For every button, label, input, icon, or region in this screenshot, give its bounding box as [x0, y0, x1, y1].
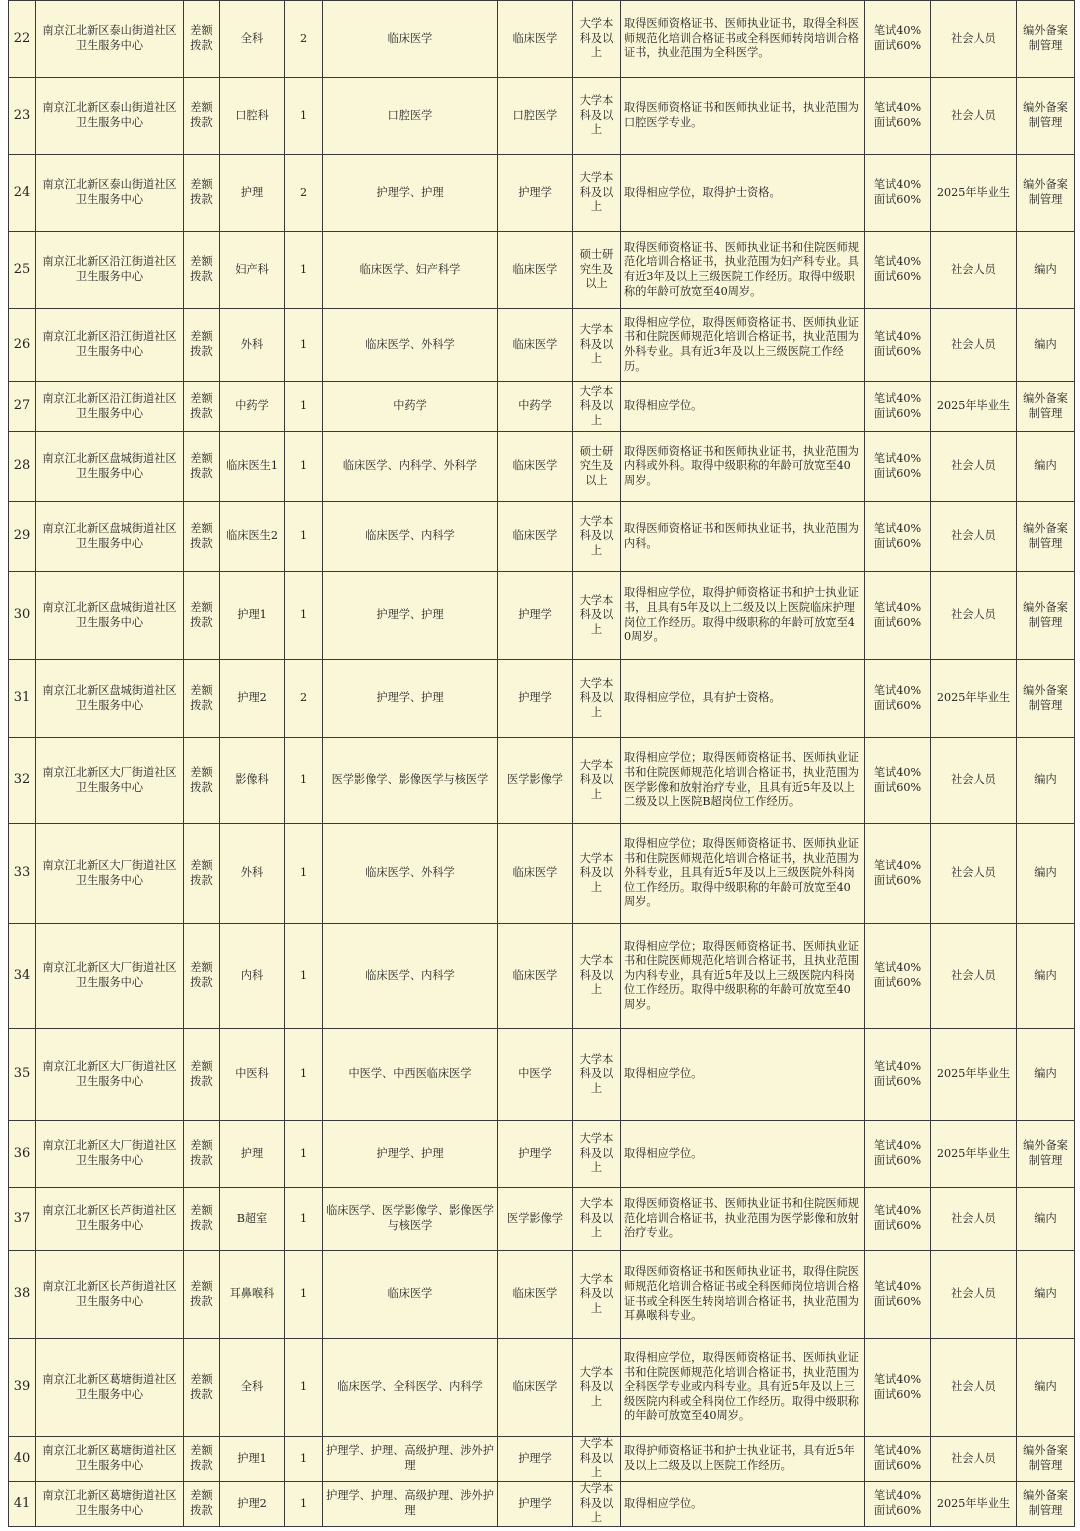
staffing-type: 编外备案制管理 [1017, 1, 1075, 78]
headcount: 1 [285, 572, 323, 660]
other-requirements: 取得相应学位，取得护士资格。 [621, 155, 865, 232]
other-requirements: 取得相应学位。 [621, 382, 865, 432]
qualification-category: 临床医学 [498, 1339, 573, 1437]
row-number: 26 [9, 309, 36, 382]
exam-ratio: 笔试40% 面试60% [865, 502, 931, 572]
other-requirements: 取得相应学位，具有护士资格。 [621, 660, 865, 738]
hiring-unit: 南京江北新区葛塘街道社区卫生服务中心 [36, 1437, 184, 1482]
funding-type: 差额拨款 [184, 1188, 220, 1251]
staffing-type: 编内 [1017, 1251, 1075, 1339]
education-level: 大学本科及以上 [573, 824, 621, 924]
qualification-category: 临床医学 [498, 432, 573, 502]
qualification-category: 护理学 [498, 1482, 573, 1527]
table-row [9, 572, 1075, 660]
position-name: 护理 [220, 155, 285, 232]
education-level: 大学本科及以上 [573, 309, 621, 382]
funding-type: 差额拨款 [184, 1251, 220, 1339]
headcount: 1 [285, 1437, 323, 1482]
qualification-category: 护理学 [498, 1437, 573, 1482]
major-requirement: 临床医学、内科学 [323, 502, 498, 572]
education-level: 大学本科及以上 [573, 1339, 621, 1437]
row-number: 29 [9, 502, 36, 572]
position-name: 中药学 [220, 382, 285, 432]
recruit-target: 社会人员 [931, 824, 1017, 924]
staffing-type: 编外备案制管理 [1017, 78, 1075, 155]
staffing-type: 编外备案制管理 [1017, 382, 1075, 432]
qualification-category: 护理学 [498, 1121, 573, 1188]
qualification-category: 临床医学 [498, 824, 573, 924]
funding-type: 差额拨款 [184, 78, 220, 155]
education-level: 大学本科及以上 [573, 382, 621, 432]
table-row [9, 1251, 1075, 1339]
staffing-type: 编内 [1017, 1188, 1075, 1251]
hiring-unit: 南京江北新区沿江街道社区卫生服务中心 [36, 232, 184, 309]
other-requirements: 取得医师资格证书和医师执业证书，取得住院医师规范化培训合格证书或全科医师岗位培训合格证书或全科医生转岗培训合格证书，执业范围为耳鼻喉科专业。 [621, 1251, 865, 1339]
row-number: 34 [9, 924, 36, 1029]
hiring-unit: 南京江北新区长芦街道社区卫生服务中心 [36, 1251, 184, 1339]
major-requirement: 临床医学、外科学 [323, 309, 498, 382]
hiring-unit: 南京江北新区沿江街道社区卫生服务中心 [36, 382, 184, 432]
table-row [9, 1029, 1075, 1121]
major-requirement: 临床医学、外科学 [323, 824, 498, 924]
headcount: 1 [285, 78, 323, 155]
other-requirements: 取得医师资格证书和医师执业证书，执业范围为口腔医学专业。 [621, 78, 865, 155]
position-name: 护理1 [220, 572, 285, 660]
headcount: 1 [285, 924, 323, 1029]
headcount: 1 [285, 502, 323, 572]
funding-type: 差额拨款 [184, 572, 220, 660]
other-requirements: 取得相应学位；取得医师资格证书、医师执业证书和住院医师规范化培训合格证书，执业范围为外科专业，且具有近5年及以上三级医院外科岗位工作经历。取得中级职称的年龄可放宽至40周岁。 [621, 824, 865, 924]
position-name: 护理2 [220, 1482, 285, 1527]
headcount: 2 [285, 1, 323, 78]
staffing-type: 编内 [1017, 924, 1075, 1029]
major-requirement: 护理学、护理 [323, 1121, 498, 1188]
funding-type: 差额拨款 [184, 382, 220, 432]
table-row [9, 1, 1075, 78]
major-requirement: 中医学、中西医临床医学 [323, 1029, 498, 1121]
position-name: 护理2 [220, 660, 285, 738]
other-requirements: 取得医师资格证书和医师执业证书，执业范围为内科或外科。取得中级职称的年龄可放宽至40周岁。 [621, 432, 865, 502]
position-name: 妇产科 [220, 232, 285, 309]
row-number: 32 [9, 738, 36, 824]
hiring-unit: 南京江北新区葛塘街道社区卫生服务中心 [36, 1339, 184, 1437]
headcount: 1 [285, 1482, 323, 1527]
hiring-unit: 南京江北新区盘城街道社区卫生服务中心 [36, 660, 184, 738]
position-name: 护理 [220, 1121, 285, 1188]
staffing-type: 编内 [1017, 738, 1075, 824]
staffing-type: 编内 [1017, 1029, 1075, 1121]
staffing-type: 编内 [1017, 1339, 1075, 1437]
funding-type: 差额拨款 [184, 502, 220, 572]
education-level: 大学本科及以上 [573, 1437, 621, 1482]
exam-ratio: 笔试40% 面试60% [865, 924, 931, 1029]
other-requirements: 取得相应学位，取得医师资格证书、医师执业证书和住院医师规范化培训合格证书，执业范围为外科专业。具有近3年及以上三级医院工作经历。 [621, 309, 865, 382]
education-level: 大学本科及以上 [573, 78, 621, 155]
other-requirements: 取得相应学位。 [621, 1029, 865, 1121]
other-requirements: 取得医师资格证书和医师执业证书，执业范围为内科。 [621, 502, 865, 572]
major-requirement: 临床医学、内科学 [323, 924, 498, 1029]
row-number: 40 [9, 1437, 36, 1482]
recruit-target: 2025年毕业生 [931, 660, 1017, 738]
row-number: 30 [9, 572, 36, 660]
recruit-target: 社会人员 [931, 502, 1017, 572]
row-number: 38 [9, 1251, 36, 1339]
position-name: 外科 [220, 309, 285, 382]
hiring-unit: 南京江北新区长芦街道社区卫生服务中心 [36, 1188, 184, 1251]
exam-ratio: 笔试40% 面试60% [865, 232, 931, 309]
hiring-unit: 南京江北新区泰山街道社区卫生服务中心 [36, 155, 184, 232]
other-requirements: 取得相应学位。 [621, 1482, 865, 1527]
funding-type: 差额拨款 [184, 1121, 220, 1188]
recruit-target: 社会人员 [931, 1251, 1017, 1339]
headcount: 1 [285, 738, 323, 824]
recruit-target: 社会人员 [931, 1, 1017, 78]
education-level: 大学本科及以上 [573, 1, 621, 78]
education-level: 大学本科及以上 [573, 1029, 621, 1121]
recruit-target: 2025年毕业生 [931, 1482, 1017, 1527]
table-row [9, 660, 1075, 738]
funding-type: 差额拨款 [184, 1, 220, 78]
headcount: 1 [285, 824, 323, 924]
hiring-unit: 南京江北新区盘城街道社区卫生服务中心 [36, 572, 184, 660]
headcount: 1 [285, 1251, 323, 1339]
staffing-type: 编外备案制管理 [1017, 1482, 1075, 1527]
education-level: 大学本科及以上 [573, 924, 621, 1029]
position-name: 口腔科 [220, 78, 285, 155]
table-row [9, 1482, 1075, 1527]
position-name: 全科 [220, 1339, 285, 1437]
qualification-category: 护理学 [498, 660, 573, 738]
headcount: 1 [285, 232, 323, 309]
major-requirement: 临床医学 [323, 1251, 498, 1339]
recruit-target: 社会人员 [931, 1339, 1017, 1437]
major-requirement: 临床医学、妇产科学 [323, 232, 498, 309]
other-requirements: 取得医师资格证书、医师执业证书和住院医师规范化培训合格证书，执业范围为医学影像和放射治疗专业。 [621, 1188, 865, 1251]
funding-type: 差额拨款 [184, 1339, 220, 1437]
qualification-category: 医学影像学 [498, 738, 573, 824]
other-requirements: 取得医师资格证书、医师执业证书和住院医师规范化培训合格证书，执业范围为妇产科专业。具有近3年及以上三级医院工作经历。取得中级职称的年龄可放宽至40周岁。 [621, 232, 865, 309]
table-row [9, 1437, 1075, 1482]
major-requirement: 护理学、护理 [323, 572, 498, 660]
row-number: 23 [9, 78, 36, 155]
funding-type: 差额拨款 [184, 1029, 220, 1121]
position-name: 耳鼻喉科 [220, 1251, 285, 1339]
position-name: 护理1 [220, 1437, 285, 1482]
table-row [9, 78, 1075, 155]
funding-type: 差额拨款 [184, 660, 220, 738]
recruit-target: 社会人员 [931, 309, 1017, 382]
row-number: 28 [9, 432, 36, 502]
position-name: 外科 [220, 824, 285, 924]
other-requirements: 取得相应学位；取得医师资格证书、医师执业证书和住院医师规范化培训合格证书，且执业范围为内科专业，具有近5年及以上三级医院内科岗位工作经历。取得中级职称的年龄可放宽至40周岁。 [621, 924, 865, 1029]
headcount: 2 [285, 660, 323, 738]
exam-ratio: 笔试40% 面试60% [865, 382, 931, 432]
table-row [9, 1188, 1075, 1251]
table-row [9, 738, 1075, 824]
staffing-type: 编外备案制管理 [1017, 1437, 1075, 1482]
qualification-category: 护理学 [498, 572, 573, 660]
row-number: 35 [9, 1029, 36, 1121]
exam-ratio: 笔试40% 面试60% [865, 78, 931, 155]
qualification-category: 临床医学 [498, 1, 573, 78]
position-name: 临床医生1 [220, 432, 285, 502]
row-number: 31 [9, 660, 36, 738]
exam-ratio: 笔试40% 面试60% [865, 1188, 931, 1251]
exam-ratio: 笔试40% 面试60% [865, 572, 931, 660]
exam-ratio: 笔试40% 面试60% [865, 1437, 931, 1482]
exam-ratio: 笔试40% 面试60% [865, 1029, 931, 1121]
qualification-category: 口腔医学 [498, 78, 573, 155]
funding-type: 差额拨款 [184, 232, 220, 309]
exam-ratio: 笔试40% 面试60% [865, 309, 931, 382]
exam-ratio: 笔试40% 面试60% [865, 1339, 931, 1437]
hiring-unit: 南京江北新区大厂街道社区卫生服务中心 [36, 1121, 184, 1188]
major-requirement: 口腔医学 [323, 78, 498, 155]
recruit-target: 社会人员 [931, 738, 1017, 824]
hiring-unit: 南京江北新区盘城街道社区卫生服务中心 [36, 502, 184, 572]
exam-ratio: 笔试40% 面试60% [865, 738, 931, 824]
qualification-category: 中医学 [498, 1029, 573, 1121]
table-row [9, 1121, 1075, 1188]
table-row [9, 432, 1075, 502]
education-level: 大学本科及以上 [573, 738, 621, 824]
row-number: 24 [9, 155, 36, 232]
headcount: 1 [285, 1029, 323, 1121]
education-level: 大学本科及以上 [573, 1482, 621, 1527]
staffing-type: 编内 [1017, 232, 1075, 309]
exam-ratio: 笔试40% 面试60% [865, 660, 931, 738]
major-requirement: 临床医学、医学影像学、影像医学与核医学 [323, 1188, 498, 1251]
funding-type: 差额拨款 [184, 1482, 220, 1527]
staffing-type: 编外备案制管理 [1017, 502, 1075, 572]
row-number: 37 [9, 1188, 36, 1251]
headcount: 1 [285, 1188, 323, 1251]
major-requirement: 临床医学 [323, 1, 498, 78]
qualification-category: 医学影像学 [498, 1188, 573, 1251]
major-requirement: 护理学、护理、高级护理、涉外护理 [323, 1482, 498, 1527]
row-number: 22 [9, 1, 36, 78]
education-level: 硕士研究生及以上 [573, 232, 621, 309]
exam-ratio: 笔试40% 面试60% [865, 1251, 931, 1339]
row-number: 25 [9, 232, 36, 309]
hiring-unit: 南京江北新区泰山街道社区卫生服务中心 [36, 1, 184, 78]
recruit-target: 2025年毕业生 [931, 1029, 1017, 1121]
other-requirements: 取得相应学位，取得护师资格证书和护士执业证书，且具有5年及以上二级及以上医院临床护理岗位工作经历。取得中级职称的年龄可放宽至40周岁。 [621, 572, 865, 660]
qualification-category: 护理学 [498, 155, 573, 232]
hiring-unit: 南京江北新区沿江街道社区卫生服务中心 [36, 309, 184, 382]
other-requirements: 取得相应学位，取得医师资格证书、医师执业证书和住院医师规范化培训合格证书，执业范围为全科医学专业或内科专业。具有近5年及以上三级医院内科或全科岗位工作经历。取得中级职称的年龄可放宽至40周岁。 [621, 1339, 865, 1437]
headcount: 1 [285, 432, 323, 502]
funding-type: 差额拨款 [184, 432, 220, 502]
funding-type: 差额拨款 [184, 155, 220, 232]
major-requirement: 护理学、护理、高级护理、涉外护理 [323, 1437, 498, 1482]
other-requirements: 取得相应学位。 [621, 1121, 865, 1188]
other-requirements: 取得护师资格证书和护士执业证书，具有近5年及以上二级及以上医院工作经历。 [621, 1437, 865, 1482]
table-row [9, 502, 1075, 572]
exam-ratio: 笔试40% 面试60% [865, 824, 931, 924]
hiring-unit: 南京江北新区大厂街道社区卫生服务中心 [36, 924, 184, 1029]
headcount: 1 [285, 1121, 323, 1188]
major-requirement: 临床医学、内科学、外科学 [323, 432, 498, 502]
education-level: 大学本科及以上 [573, 1121, 621, 1188]
recruit-target: 2025年毕业生 [931, 382, 1017, 432]
position-name: 影像科 [220, 738, 285, 824]
row-number: 36 [9, 1121, 36, 1188]
row-number: 33 [9, 824, 36, 924]
exam-ratio: 笔试40% 面试60% [865, 1, 931, 78]
position-name: 中医科 [220, 1029, 285, 1121]
exam-ratio: 笔试40% 面试60% [865, 1482, 931, 1527]
exam-ratio: 笔试40% 面试60% [865, 432, 931, 502]
funding-type: 差额拨款 [184, 924, 220, 1029]
education-level: 硕士研究生及以上 [573, 432, 621, 502]
qualification-category: 中药学 [498, 382, 573, 432]
recruit-target: 社会人员 [931, 232, 1017, 309]
major-requirement: 医学影像学、影像医学与核医学 [323, 738, 498, 824]
funding-type: 差额拨款 [184, 309, 220, 382]
hiring-unit: 南京江北新区大厂街道社区卫生服务中心 [36, 1029, 184, 1121]
position-name: 临床医生2 [220, 502, 285, 572]
recruit-target: 2025年毕业生 [931, 1121, 1017, 1188]
table-row [9, 309, 1075, 382]
education-level: 大学本科及以上 [573, 572, 621, 660]
headcount: 1 [285, 382, 323, 432]
hiring-unit: 南京江北新区盘城街道社区卫生服务中心 [36, 432, 184, 502]
headcount: 1 [285, 1339, 323, 1437]
staffing-type: 编外备案制管理 [1017, 1121, 1075, 1188]
recruit-target: 社会人员 [931, 924, 1017, 1029]
recruit-target: 社会人员 [931, 78, 1017, 155]
qualification-category: 临床医学 [498, 502, 573, 572]
hiring-unit: 南京江北新区大厂街道社区卫生服务中心 [36, 738, 184, 824]
major-requirement: 中药学 [323, 382, 498, 432]
major-requirement: 临床医学、全科医学、内科学 [323, 1339, 498, 1437]
position-name: 内科 [220, 924, 285, 1029]
recruit-target: 社会人员 [931, 432, 1017, 502]
recruit-target: 社会人员 [931, 1188, 1017, 1251]
table-body [9, 1, 1075, 1527]
row-number: 39 [9, 1339, 36, 1437]
recruit-target: 2025年毕业生 [931, 155, 1017, 232]
table-row [9, 824, 1075, 924]
education-level: 大学本科及以上 [573, 155, 621, 232]
exam-ratio: 笔试40% 面试60% [865, 155, 931, 232]
education-level: 大学本科及以上 [573, 660, 621, 738]
row-number: 41 [9, 1482, 36, 1527]
qualification-category: 临床医学 [498, 1251, 573, 1339]
staffing-type: 编内 [1017, 824, 1075, 924]
other-requirements: 取得相应学位；取得医师资格证书、医师执业证书和住院医师规范化培训合格证书，执业范围为医学影像和放射治疗专业，且具有近5年及以上二级及以上医院B超岗位工作经历。 [621, 738, 865, 824]
table-row [9, 1339, 1075, 1437]
funding-type: 差额拨款 [184, 824, 220, 924]
hiring-unit: 南京江北新区泰山街道社区卫生服务中心 [36, 78, 184, 155]
position-name: 全科 [220, 1, 285, 78]
hiring-unit: 南京江北新区葛塘街道社区卫生服务中心 [36, 1482, 184, 1527]
qualification-category: 临床医学 [498, 232, 573, 309]
recruitment-table [8, 0, 1075, 1527]
qualification-category: 临床医学 [498, 309, 573, 382]
table-row [9, 232, 1075, 309]
staffing-type: 编内 [1017, 309, 1075, 382]
funding-type: 差额拨款 [184, 1437, 220, 1482]
staffing-type: 编外备案制管理 [1017, 155, 1075, 232]
education-level: 大学本科及以上 [573, 502, 621, 572]
table-row [9, 382, 1075, 432]
headcount: 2 [285, 155, 323, 232]
exam-ratio: 笔试40% 面试60% [865, 1121, 931, 1188]
education-level: 大学本科及以上 [573, 1251, 621, 1339]
qualification-category: 临床医学 [498, 924, 573, 1029]
major-requirement: 护理学、护理 [323, 155, 498, 232]
staffing-type: 编外备案制管理 [1017, 660, 1075, 738]
recruit-target: 社会人员 [931, 572, 1017, 660]
staffing-type: 编外备案制管理 [1017, 572, 1075, 660]
headcount: 1 [285, 309, 323, 382]
staffing-type: 编内 [1017, 432, 1075, 502]
other-requirements: 取得医师资格证书、医师执业证书，取得全科医师规范化培训合格证书或全科医师转岗培训合格证书，执业范围为全科医学。 [621, 1, 865, 78]
position-name: B超室 [220, 1188, 285, 1251]
recruit-target: 社会人员 [931, 1437, 1017, 1482]
education-level: 大学本科及以上 [573, 1188, 621, 1251]
major-requirement: 护理学、护理 [323, 660, 498, 738]
hiring-unit: 南京江北新区大厂街道社区卫生服务中心 [36, 824, 184, 924]
funding-type: 差额拨款 [184, 738, 220, 824]
row-number: 27 [9, 382, 36, 432]
table-row [9, 155, 1075, 232]
table-row [9, 924, 1075, 1029]
